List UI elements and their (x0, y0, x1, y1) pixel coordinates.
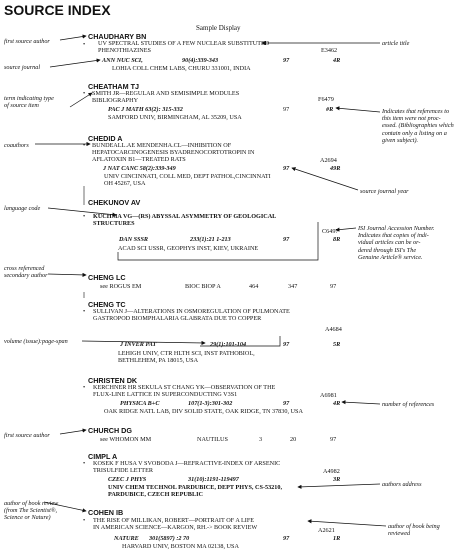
entry-address: HARVARD UNIV, BOSTON MA 02138, USA (122, 543, 239, 550)
entry-title: SULLIVAN J—ALTERATIONS IN OSMOREGULATION OF PULMONATE GASTROPOD BIOMPHALARIA GLABRATA DUE TO COPPER (93, 308, 290, 323)
entry-author: CHEATHAM TJ (88, 82, 139, 91)
entry-refs: 1R (333, 535, 341, 542)
annotation-references-not-processed: Indicates that references to this item were not proc- essed. (Bibliographies which contain only a listing on a given subject). (382, 108, 454, 144)
annotation-author-book-reviewed: author of book being reviewed (388, 523, 440, 538)
entry-journal: J INVER PAT (120, 341, 157, 348)
entry-year: 97 (283, 341, 290, 348)
entry-refs: 4R (333, 57, 341, 64)
page-title: SOURCE INDEX (4, 2, 111, 18)
entry-cross-reference: see ROGUS EM (100, 283, 142, 290)
entry-address: ACAD SCI USSR, GEOPHYS INST, KIEV, UKRAINE (118, 245, 259, 252)
entry-journal: CZEC J PHYS (108, 476, 147, 483)
entry-volume: 3 (259, 436, 263, 443)
annotation-source-journal: source journal (4, 64, 41, 71)
entry-year: 97 (283, 400, 290, 407)
entry-journal: J NAT CANC 58(2):339-349 (103, 165, 176, 172)
entry-title: UV SPECTRAL STUDIES OF A FEW NUCLEAR SUBSTITUTED PHENOTHIAZINES (98, 40, 270, 55)
entry-year: 97 (283, 165, 290, 172)
entry-title: KUCHMA VG—(RS) ABYSSAL ASYMMETRY OF GEOLOGICAL STRUCTURES (93, 213, 277, 228)
entry-title: SMITH JR—REGULAR AND SEMISIMPLE MODULES BIBLIOGRAPHY (92, 90, 240, 105)
annotation-language-code: language code (4, 205, 41, 212)
entry-journal: PAC J MATH 63(2): 315-332 (108, 106, 183, 113)
entry-year: 97 (283, 57, 290, 64)
entry-volume: 464 (249, 283, 259, 290)
entry-address: LOHIA COLL CHEM LABS, CHURU 331001, INDIA (112, 65, 251, 72)
entry-address: OAK RIDGE NATL LAB, DIV SOLID STATE, OAK RIDGE, TN 37830, USA (104, 408, 303, 415)
entry-title: KOSEK F HUSA V SVOBODA J—REFRACTIVE-INDEX OF ARSENIC TRISULFIDE LETTER (93, 460, 281, 475)
entry-author: CHENG LC (88, 273, 126, 282)
entry-address: LEHIGH UNIV, CTR HLTH SCI, INST PATHOBIOL, BETHLEHEM, PA 18015, USA (118, 350, 255, 365)
entry-title: THE RISE OF MILLIKAN, ROBERT—PORTRAIT OF A LIFE IN AMERICAN SCIENCE—KARGON, RH.-> BOOK REVIEW (93, 517, 258, 532)
entry-year: 97 (330, 283, 337, 290)
entry-author: COHEN IB (88, 508, 124, 517)
annotation-source-item-type: term indicating type of source item (4, 95, 54, 110)
entry-title: BUNDEALL.AE MENDENHA.CL—INHIBITION OF HEPATOCARCINOGENESIS BYADRENOCORTOTROPIN IN AFLATOXIN B1—TREATED RATS (92, 142, 255, 164)
entry-author: CHEKUNOV AV (88, 198, 141, 207)
entry-author: CHAUDHARY BN (88, 32, 147, 41)
entry-author: CHURCH DG (88, 426, 132, 435)
annotation-coauthors: coauthors (4, 142, 29, 149)
entry-accession-code: A6981 (320, 392, 337, 399)
entry-refs: 8R (333, 236, 341, 243)
entry-volume-pages: 90(4):339-343 (182, 57, 219, 64)
entry-refs: 49R (330, 165, 341, 172)
entry-journal: ANN NUC SCI, (102, 57, 143, 64)
entry-year: 97 (283, 106, 290, 113)
entry-title: KERCHNER HR SEKULA ST CHANG YK—OBSERVATION OF THE FLUX-LINE LATTICE IN SUPERCONDUCTING V3S1 (93, 384, 276, 399)
annotation-authors-address: authors address (382, 481, 422, 488)
entry-author: CHRISTEN DK (88, 376, 138, 385)
entry-accession-code: A2621 (318, 527, 335, 534)
entry-journal: NATURE (114, 535, 139, 542)
entry-journal: NAUTILUS (197, 436, 228, 443)
entry-author: CHEDID A (88, 134, 123, 143)
entry-volume-pages: 31(10):1191-119497 (188, 476, 239, 483)
entry-page: 347 (288, 283, 298, 290)
entry-journal: BIOC BIOP A (185, 283, 221, 290)
entry-journal: DAN SSSR (119, 236, 149, 243)
entry-journal: PHYSICA B+C (120, 400, 160, 407)
entry-refs: 3R (333, 476, 341, 483)
entry-accession-code: A4982 (323, 468, 340, 475)
entry-volume-pages: 107(1-3):301-302 (188, 400, 233, 407)
entry-year: 97 (330, 436, 337, 443)
entry-volume-pages: 29(1):101-104 (210, 341, 247, 348)
entry-author: CHENG TC (88, 300, 126, 309)
annotation-number-of-references: number of references (382, 401, 435, 408)
annotation-article-title: article title (382, 40, 410, 47)
annotation-volume-issue-page: volume (issue):page-span (4, 338, 68, 345)
entry-accession-code: C6497 (322, 228, 339, 235)
annotation-source-journal-year: source journal year (360, 188, 409, 195)
entry-author: CIMPL A (88, 452, 118, 461)
entry-volume-pages: 301(5897) :2 70 (149, 535, 190, 542)
entry-page: 20 (290, 436, 297, 443)
entry-accession-code: A2694 (320, 157, 337, 164)
annotation-first-source-author: first source author (4, 38, 50, 45)
entry-year: 97 (283, 236, 290, 243)
entry-address: UNIV CINCINNATI, COLL MED, DEPT PATHOL,CINCINNATI OH 45267, USA (104, 173, 271, 188)
entry-refs: 4R (333, 400, 341, 407)
page-subtitle: Sample Display (196, 24, 241, 32)
entry-volume-pages: 233(1):21 1-213 (190, 236, 231, 243)
annotation-cross-referenced-author: cross referenced secondary author (4, 265, 48, 280)
entry-address: SAMFORD UNIV, BIRMINGHAM, AL 35209, USA (108, 114, 242, 121)
entry-refs: 5R (333, 341, 341, 348)
entry-year: 97 (283, 535, 290, 542)
entry-accession-code: A4684 (325, 326, 342, 333)
entry-cross-reference: see WHOMON MM (100, 436, 152, 443)
annotation-isi-accession-number: ISI Journal Accession Number. Indicates that copies of indi- vidual articles can be or- dered through ISI's The Genuine Article® service. (358, 225, 435, 261)
entry-accession-code: F6479 (318, 96, 334, 103)
entry-refs: #R (326, 106, 334, 113)
annotation-book-review-author: author of book review (from The Scientist®, Science or Nature) (4, 500, 59, 522)
annotation-first-source-author-2: first source author (4, 432, 50, 439)
entry-accession-code: E3462 (321, 47, 338, 54)
entry-address: UNIV CHEM TECHNOL PARDUBICE, DEPT PHYS, CS-53210, PARDUBICE, CZECH REPUBLIC (108, 484, 283, 499)
